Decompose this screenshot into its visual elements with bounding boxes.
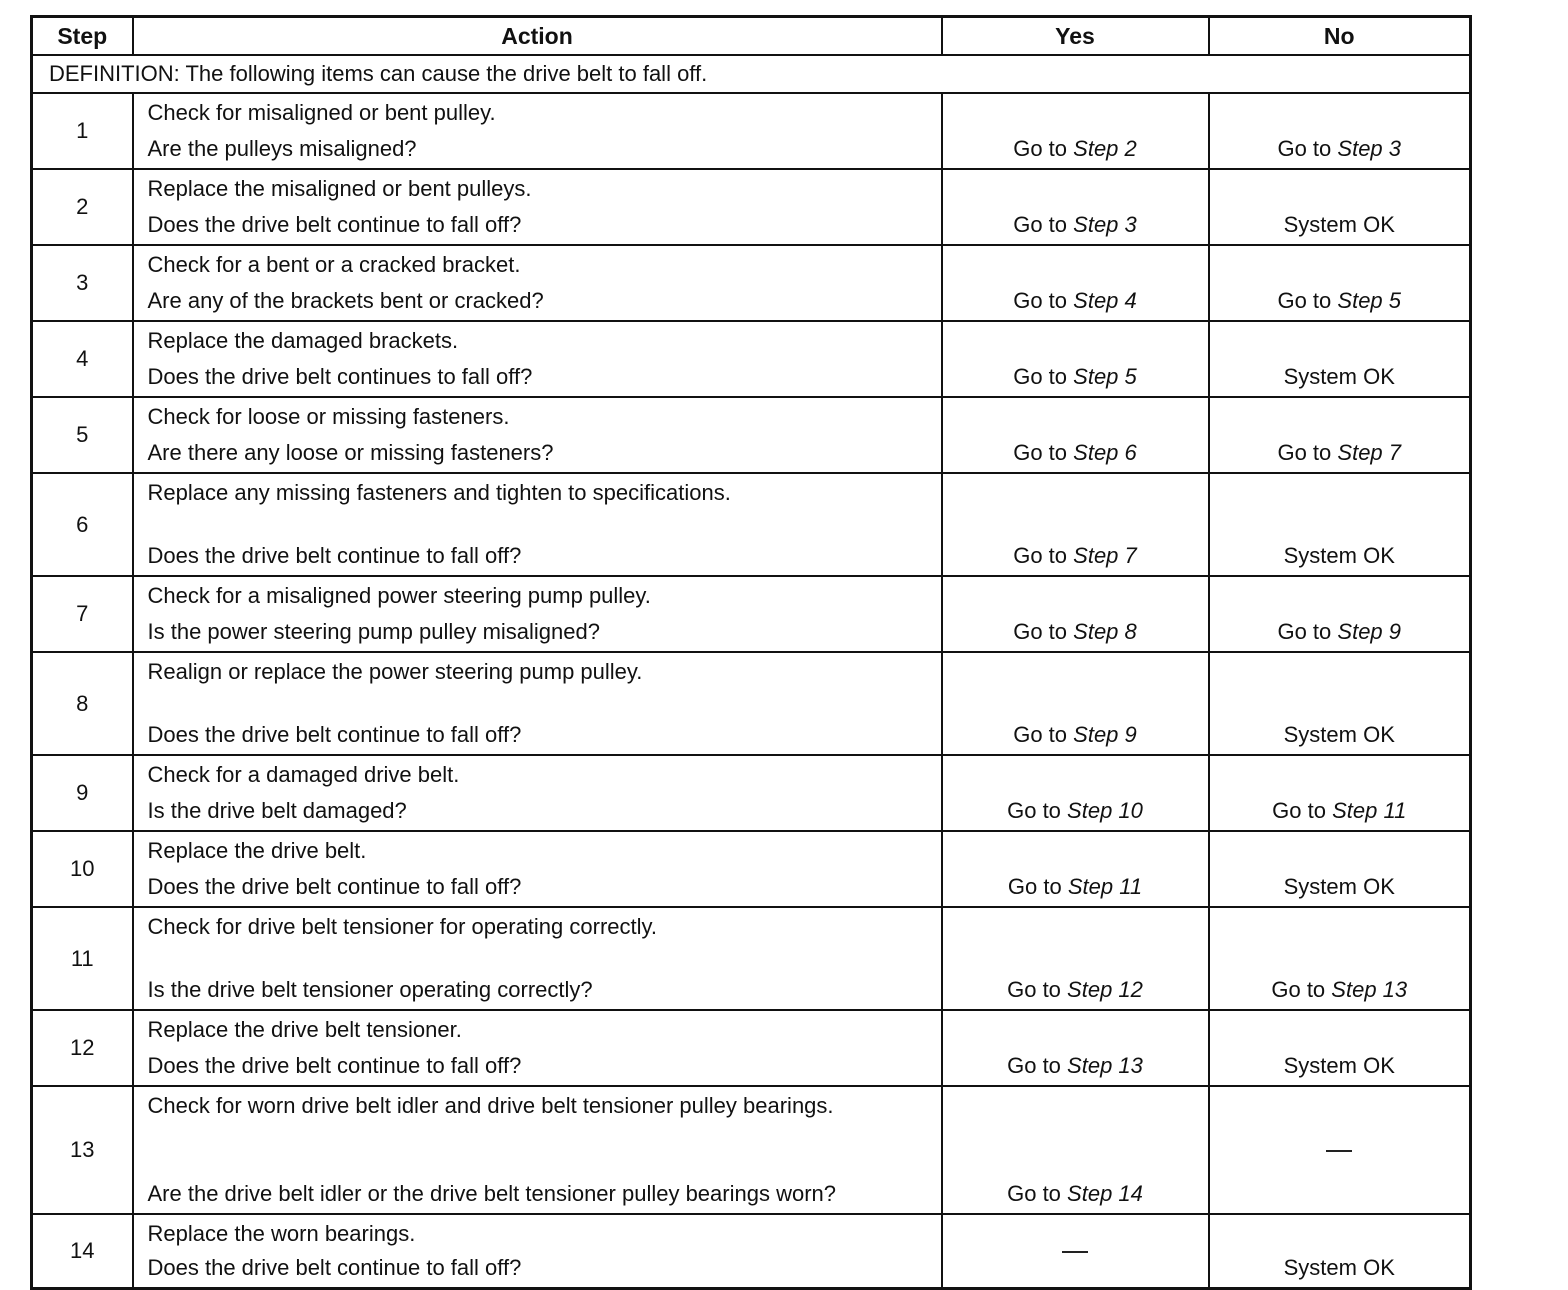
action-check-text: Check for loose or missing fasteners. [147, 404, 510, 429]
go-to-label: Go to [1277, 288, 1332, 313]
action-check-text: Check for a damaged drive belt. [147, 762, 460, 787]
table-row [32, 93, 1471, 169]
system-ok-text: System OK [1283, 722, 1395, 747]
action-content [134, 322, 941, 396]
go-to-step [1007, 1053, 1143, 1078]
step-number: 2 [32, 169, 133, 245]
action-check-text: Check for misaligned or bent pulley. [147, 100, 496, 125]
action-question-text: Are there any loose or missing fasteners? [147, 440, 554, 465]
system-ok-text: System OK [1283, 212, 1395, 237]
action-question-text: Does the drive belt continue to fall off? [147, 874, 522, 899]
system-ok-text: System OK [1283, 543, 1395, 568]
dash-mark [1062, 1251, 1088, 1253]
go-to-label: Go to [1277, 440, 1332, 465]
step-number: 14 [32, 1214, 133, 1289]
step-reference: Step 7 [1073, 543, 1137, 568]
action-question-text: Are any of the brackets bent or cracked? [147, 288, 544, 313]
no-result [1209, 652, 1471, 755]
step-reference: Step 9 [1337, 619, 1402, 644]
yes-result [942, 321, 1209, 397]
action-content [134, 94, 941, 168]
go-to-step [1277, 288, 1401, 313]
action-content [134, 398, 941, 472]
step-number: 10 [32, 831, 133, 907]
table-row [32, 245, 1471, 321]
go-to-step [1013, 364, 1137, 389]
action-cell [133, 473, 942, 576]
action-cell [133, 1010, 942, 1086]
action-question-text: Does the drive belt continue to fall off? [147, 212, 522, 237]
action-check-text: Replace the drive belt tensioner. [147, 1017, 462, 1042]
table-row [32, 652, 1471, 755]
action-check-text: Check for a bent or a cracked bracket. [147, 252, 521, 277]
go-to-label: Go to [1007, 977, 1061, 1002]
go-to-label: Go to [1277, 136, 1332, 161]
system-ok-text: System OK [1283, 874, 1395, 899]
action-content [134, 756, 941, 830]
action-question-text: Is the drive belt damaged? [147, 798, 407, 823]
yes-result [942, 169, 1209, 245]
no-result [1209, 576, 1471, 652]
action-cell [133, 397, 942, 473]
header-step: Step [32, 17, 133, 56]
action-content [134, 1087, 941, 1213]
go-to-label: Go to [1013, 619, 1068, 644]
yes-result [942, 245, 1209, 321]
no-result [1209, 1214, 1471, 1289]
system-ok-text: System OK [1283, 1255, 1395, 1280]
go-to-step [1013, 543, 1137, 568]
action-check-text: Check for a misaligned power steering pump pulley. [147, 583, 651, 608]
dash-mark [1326, 1150, 1352, 1152]
step-reference: Step 11 [1332, 798, 1407, 823]
no-result [1209, 907, 1471, 1010]
go-to-step [1013, 619, 1137, 644]
no-result [1209, 473, 1471, 576]
system-ok-text: System OK [1283, 1053, 1395, 1078]
table-row [32, 831, 1471, 907]
go-to-step [1277, 440, 1401, 465]
table-row [32, 397, 1471, 473]
yes-result [942, 652, 1209, 755]
step-number: 8 [32, 652, 133, 755]
action-content [134, 474, 941, 575]
action-check-text: Replace the worn bearings. [147, 1221, 416, 1246]
go-to-step [1007, 798, 1143, 823]
go-to-label: Go to [1013, 136, 1068, 161]
action-check-text: Check for drive belt tensioner for operating correctly. [147, 914, 657, 939]
step-reference: Step 4 [1073, 288, 1137, 313]
action-check-text: Check for worn drive belt idler and drive belt tensioner pulley bearings. [147, 1093, 834, 1118]
go-to-label: Go to [1013, 364, 1068, 389]
go-to-step [1277, 619, 1401, 644]
go-to-label: Go to [1007, 798, 1061, 823]
action-check-text: Replace any missing fasteners and tighten to specifications. [147, 480, 731, 505]
step-reference: Step 2 [1073, 136, 1137, 161]
action-content [134, 577, 941, 651]
table-row [32, 1086, 1471, 1214]
step-number: 4 [32, 321, 133, 397]
action-cell [133, 755, 942, 831]
action-cell [133, 321, 942, 397]
yes-result [942, 93, 1209, 169]
step-number: 13 [32, 1086, 133, 1214]
yes-result [942, 1086, 1209, 1214]
action-content [134, 1215, 941, 1287]
action-content [134, 653, 941, 754]
action-cell [133, 1214, 942, 1289]
action-cell [133, 169, 942, 245]
diagnostic-table [30, 15, 1472, 1290]
no-result [1209, 1010, 1471, 1086]
table-row [32, 576, 1471, 652]
header-yes: Yes [942, 17, 1209, 56]
go-to-label: Go to [1007, 874, 1062, 899]
yes-result [942, 1214, 1209, 1289]
step-reference: Step 13 [1331, 977, 1408, 1002]
table-row [32, 321, 1471, 397]
step-reference: Step 6 [1073, 440, 1137, 465]
go-to-label: Go to [1013, 288, 1068, 313]
step-reference: Step 10 [1067, 798, 1143, 823]
table-row [32, 1010, 1471, 1086]
no-result [1209, 831, 1471, 907]
yes-result [942, 397, 1209, 473]
no-result [1209, 93, 1471, 169]
action-cell [133, 1086, 942, 1214]
step-number: 6 [32, 473, 133, 576]
action-content [134, 1011, 941, 1085]
action-content [134, 246, 941, 320]
go-to-label: Go to [1007, 1181, 1061, 1206]
no-result [1209, 245, 1471, 321]
step-reference: Step 13 [1067, 1053, 1143, 1078]
action-question-text: Does the drive belt continue to fall off? [147, 722, 522, 747]
action-check-text: Replace the damaged brackets. [147, 328, 459, 353]
step-reference: Step 9 [1073, 722, 1137, 747]
action-question-text: Does the drive belt continues to fall off? [147, 364, 533, 389]
action-question-text: Is the power steering pump pulley misaligned? [147, 619, 600, 644]
go-to-label: Go to [1013, 722, 1068, 747]
no-result [1209, 1086, 1471, 1214]
step-number: 9 [32, 755, 133, 831]
table-row [32, 1214, 1471, 1289]
step-reference: Step 12 [1067, 977, 1143, 1002]
definition-text: DEFINITION: The following items can cause the drive belt to fall off. [32, 55, 1471, 93]
step-reference: Step 3 [1337, 136, 1402, 161]
table-row [32, 169, 1471, 245]
table-row [32, 473, 1471, 576]
yes-result [942, 907, 1209, 1010]
step-number: 3 [32, 245, 133, 321]
action-cell [133, 93, 942, 169]
no-result [1209, 321, 1471, 397]
step-number: 5 [32, 397, 133, 473]
action-cell [133, 576, 942, 652]
action-content [134, 908, 941, 1009]
step-reference: Step 8 [1073, 619, 1137, 644]
go-to-step [1013, 136, 1137, 161]
action-question-text: Does the drive belt continue to fall off? [147, 1255, 522, 1280]
no-result [1209, 755, 1471, 831]
go-to-step [1007, 977, 1143, 1002]
go-to-step [1277, 136, 1401, 161]
go-to-step [1271, 977, 1407, 1002]
action-check-text: Replace the misaligned or bent pulleys. [147, 176, 532, 201]
action-question-text: Are the drive belt idler or the drive belt tensioner pulley bearings worn? [147, 1181, 836, 1206]
action-check-text: Realign or replace the power steering pump pulley. [147, 659, 643, 684]
go-to-label: Go to [1271, 977, 1326, 1002]
step-reference: Step 14 [1067, 1181, 1143, 1206]
step-reference: Step 7 [1337, 440, 1402, 465]
step-reference: Step 11 [1067, 874, 1143, 899]
step-number: 12 [32, 1010, 133, 1086]
go-to-step [1013, 288, 1137, 313]
go-to-step [1272, 798, 1406, 823]
action-question-text: Are the pulleys misaligned? [147, 136, 417, 161]
step-number: 7 [32, 576, 133, 652]
step-reference: Step 3 [1073, 212, 1137, 237]
action-content [134, 170, 941, 244]
table-row [32, 907, 1471, 1010]
go-to-step [1013, 722, 1137, 747]
go-to-step [1013, 440, 1137, 465]
go-to-label: Go to [1013, 543, 1068, 568]
header-row [32, 17, 1471, 56]
yes-result [942, 831, 1209, 907]
yes-result [942, 473, 1209, 576]
table-row [32, 755, 1471, 831]
system-ok-text: System OK [1283, 364, 1395, 389]
action-cell [133, 831, 942, 907]
yes-result [942, 576, 1209, 652]
go-to-label: Go to [1013, 440, 1068, 465]
go-to-label: Go to [1272, 798, 1326, 823]
step-number: 1 [32, 93, 133, 169]
action-question-text: Does the drive belt continue to fall off? [147, 1053, 522, 1078]
yes-result [942, 1010, 1209, 1086]
go-to-step [1013, 212, 1137, 237]
no-result [1209, 169, 1471, 245]
action-cell [133, 245, 942, 321]
go-to-label: Go to [1013, 212, 1068, 237]
action-content [134, 832, 941, 906]
header-action: Action [133, 17, 942, 56]
step-reference: Step 5 [1073, 364, 1137, 389]
yes-result [942, 755, 1209, 831]
go-to-label: Go to [1277, 619, 1332, 644]
action-question-text: Does the drive belt continue to fall off? [147, 543, 522, 568]
action-check-text: Replace the drive belt. [147, 838, 367, 863]
step-number: 11 [32, 907, 133, 1010]
step-reference: Step 5 [1337, 288, 1402, 313]
go-to-step [1007, 1181, 1143, 1206]
header-no: No [1209, 17, 1471, 56]
no-result [1209, 397, 1471, 473]
go-to-step [1008, 874, 1142, 899]
go-to-label: Go to [1007, 1053, 1061, 1078]
action-cell [133, 907, 942, 1010]
definition-row [32, 55, 1471, 93]
action-question-text: Is the drive belt tensioner operating correctly? [147, 977, 593, 1002]
action-cell [133, 652, 942, 755]
